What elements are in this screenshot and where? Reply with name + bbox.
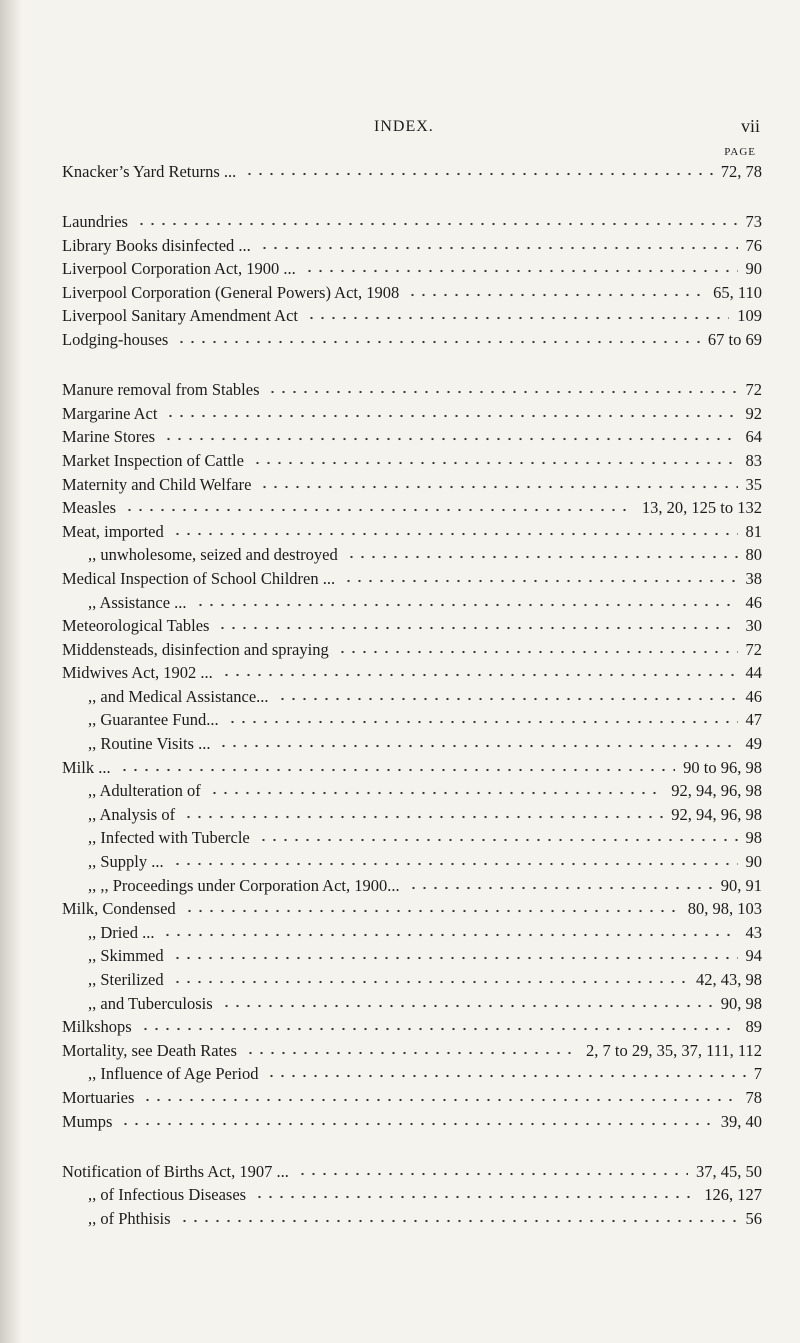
- entry-label: ,, Supply ...: [88, 852, 164, 872]
- entry-label: Meat, imported: [62, 521, 164, 541]
- dot-leader: [306, 309, 729, 321]
- entry-label: ,, Skimmed: [88, 946, 164, 966]
- index-entry: [62, 259, 762, 283]
- dot-leader: [408, 879, 713, 891]
- entry-pages: 30: [745, 616, 762, 636]
- dot-leader: [254, 1188, 696, 1200]
- index-entry: [62, 710, 762, 734]
- index-entry: [62, 306, 762, 330]
- dot-leader: [136, 215, 738, 227]
- entry-pages: 90: [745, 852, 762, 872]
- dot-leader: [259, 478, 737, 490]
- dot-leader: [120, 1115, 712, 1127]
- entry-label: Milk, Condensed: [62, 899, 176, 919]
- index-group: [62, 1162, 762, 1233]
- entry-label: Milk ...: [62, 757, 111, 777]
- page-header: [62, 118, 762, 142]
- page-title: INDEX.: [374, 118, 434, 135]
- index-entry: [62, 522, 762, 546]
- dot-leader: [221, 666, 738, 678]
- entry-label: ,, Routine Visits ...: [88, 734, 211, 754]
- dot-leader: [218, 737, 737, 749]
- index-entry: [62, 1017, 762, 1041]
- dot-leader: [172, 525, 738, 537]
- entry-label: ,, of Infectious Diseases: [88, 1185, 247, 1205]
- dot-leader: [195, 596, 738, 608]
- entry-label: Milkshops: [62, 1017, 132, 1037]
- index-entry: [62, 545, 762, 569]
- entry-label: ,, Guarantee Fund...: [88, 710, 219, 730]
- index-entry: [62, 380, 762, 404]
- entry-label: ,, Dried ...: [88, 922, 155, 942]
- dot-leader: [227, 713, 738, 725]
- entry-pages: 72: [745, 639, 762, 659]
- entry-label: Mortuaries: [62, 1087, 135, 1107]
- entry-label: Manure removal from Stables: [62, 380, 260, 400]
- entry-pages: 73: [745, 212, 762, 232]
- entry-label: Medical Inspection of School Children ...: [62, 568, 336, 588]
- index-entry: [62, 330, 762, 354]
- dot-leader: [346, 548, 738, 560]
- entry-pages: 2, 7 to 29, 35, 37, 111, 112: [586, 1040, 762, 1060]
- dot-leader: [124, 501, 634, 513]
- entry-label: ,, Sterilized: [88, 970, 164, 989]
- dot-leader: [337, 643, 738, 655]
- entry-pages: 56: [745, 1208, 762, 1228]
- dot-leader: [217, 619, 737, 631]
- index-entry: [62, 162, 762, 186]
- entry-label: Middensteads, disinfection and spraying: [62, 639, 329, 659]
- entry-label: ,, Influence of Age Period: [88, 1064, 259, 1084]
- entry-pages: 72, 78: [720, 162, 762, 181]
- entry-label: ,, and Tuberculosis: [88, 993, 213, 1013]
- dot-leader: [221, 997, 713, 1009]
- entry-pages: 13, 20, 125 to 132: [641, 498, 762, 518]
- entry-pages: 90, 91: [720, 875, 762, 895]
- entry-label: ,, Adulteration of: [88, 781, 201, 801]
- entry-pages: 38: [745, 568, 762, 588]
- index-entry: [62, 498, 762, 522]
- index-entry: [62, 994, 762, 1018]
- index-entry: [62, 451, 762, 475]
- entry-pages: 83: [745, 450, 762, 470]
- dot-leader: [209, 784, 664, 796]
- entry-pages: 46: [745, 686, 762, 706]
- index-entry: [62, 1209, 762, 1233]
- index-entry: [62, 1112, 762, 1136]
- index-entry: [62, 236, 762, 260]
- entry-label: Maternity and Child Welfare: [62, 474, 252, 494]
- entry-label: Lodging-houses: [62, 330, 169, 350]
- index-entry: [62, 212, 762, 236]
- entry-label: Library Books disinfected ...: [62, 235, 251, 255]
- dot-leader: [252, 454, 738, 466]
- dot-leader: [244, 165, 712, 177]
- dot-leader: [304, 262, 738, 274]
- entry-label: Notification of Births Act, 1907 ...: [62, 1161, 289, 1181]
- entry-pages: 90: [745, 259, 762, 279]
- dot-leader: [297, 1165, 688, 1177]
- dot-leader: [176, 333, 700, 345]
- entry-label: ,, Analysis of: [88, 804, 176, 824]
- dot-leader: [172, 973, 688, 985]
- entry-pages: 81: [745, 521, 762, 541]
- entry-pages: 92, 94, 96, 98: [671, 781, 762, 801]
- index-entry: [62, 475, 762, 499]
- entry-label: Knacker’s Yard Returns ...: [62, 162, 237, 181]
- page-number: vii: [740, 116, 760, 136]
- index-entry: [62, 758, 762, 782]
- dot-leader: [184, 902, 680, 914]
- index-entry: [62, 970, 762, 994]
- entry-label: ,, and Medical Assistance...: [88, 686, 269, 706]
- index-entry: [62, 828, 762, 852]
- index-entry: [62, 616, 762, 640]
- entry-pages: 35: [745, 474, 762, 494]
- index-entry: [62, 1041, 762, 1065]
- index-entry: [62, 404, 762, 428]
- entry-label: Mortality, see Death Rates: [62, 1040, 237, 1060]
- dot-leader: [266, 1067, 745, 1079]
- entry-pages: 44: [745, 663, 762, 683]
- dot-leader: [142, 1091, 737, 1103]
- entry-pages: 46: [745, 592, 762, 612]
- dot-leader: [165, 407, 737, 419]
- dot-leader: [172, 855, 738, 867]
- dot-leader: [163, 430, 737, 442]
- index-entry: [62, 1162, 762, 1186]
- entry-pages: 92, 94, 96, 98: [671, 804, 762, 824]
- entry-pages: 49: [745, 734, 762, 754]
- dot-leader: [267, 383, 737, 395]
- index-group: [62, 380, 762, 1135]
- entry-label: Midwives Act, 1902 ...: [62, 663, 213, 683]
- dot-leader: [259, 239, 738, 251]
- index-entry: [62, 283, 762, 307]
- dot-leader: [245, 1044, 578, 1056]
- entry-pages: 78: [745, 1087, 762, 1107]
- entry-pages: 42, 43, 98: [696, 970, 762, 989]
- entry-pages: 90, 98: [720, 993, 762, 1013]
- index-entry: [62, 946, 762, 970]
- index-entry: [62, 427, 762, 451]
- entry-pages: 80: [745, 545, 762, 565]
- entry-label: Margarine Act: [62, 403, 158, 423]
- index-entry: [62, 640, 762, 664]
- entry-pages: 64: [745, 427, 762, 447]
- entry-pages: 65, 110: [713, 282, 762, 302]
- entry-pages: 67 to 69: [707, 330, 762, 350]
- entry-pages: 80, 98, 103: [687, 899, 762, 919]
- index-entry: [62, 852, 762, 876]
- entry-pages: 109: [737, 306, 762, 326]
- index-entry: [62, 876, 762, 900]
- entry-pages: 90 to 96, 98: [683, 757, 762, 777]
- index-entry: [62, 569, 762, 593]
- entry-pages: 47: [745, 710, 762, 730]
- entry-pages: 89: [745, 1017, 762, 1037]
- index-entry: [62, 734, 762, 758]
- index-entry: [62, 899, 762, 923]
- entry-label: Liverpool Corporation Act, 1900 ...: [62, 259, 296, 279]
- index-body: [62, 162, 762, 1232]
- index-entry: [62, 1185, 762, 1209]
- entry-pages: 7: [753, 1064, 762, 1084]
- page-column-label: PAGE: [724, 146, 756, 158]
- dot-leader: [277, 690, 738, 702]
- entry-label: ,, Assistance ...: [88, 592, 187, 612]
- dot-leader: [343, 572, 737, 584]
- entry-pages: 43: [745, 922, 762, 942]
- entry-label: Laundries: [62, 212, 128, 232]
- dot-leader: [258, 831, 738, 843]
- entry-label: ,, unwholesome, seized and destroyed: [88, 545, 338, 565]
- entry-pages: 37, 45, 50: [696, 1161, 762, 1181]
- dot-leader: [119, 761, 676, 773]
- entry-label: Market Inspection of Cattle: [62, 450, 244, 470]
- entry-label: Liverpool Corporation (General Powers) Act, 1908: [62, 282, 400, 302]
- entry-pages: 98: [745, 828, 762, 848]
- index-entry: [62, 781, 762, 805]
- entry-label: Mumps: [62, 1111, 113, 1131]
- dot-leader: [179, 1212, 738, 1224]
- entry-pages: 94: [745, 946, 762, 966]
- entry-label: Measles: [62, 498, 117, 518]
- index-group: [62, 162, 762, 186]
- entry-pages: 39, 40: [720, 1111, 762, 1131]
- index-entry: [62, 923, 762, 947]
- entry-label: Liverpool Sanitary Amendment Act: [62, 306, 298, 326]
- entry-label: Marine Stores: [62, 427, 156, 447]
- entry-label: ,, ,, Proceedings under Corporation Act, 1900...: [88, 875, 400, 895]
- index-entry: [62, 805, 762, 829]
- entry-label: ,, of Phthisis: [88, 1208, 171, 1228]
- index-entry: [62, 663, 762, 687]
- entry-pages: 92: [745, 403, 762, 423]
- entry-label: Meteorological Tables: [62, 616, 210, 636]
- dot-leader: [140, 1020, 738, 1032]
- dot-leader: [183, 808, 663, 820]
- index-entry: [62, 1064, 762, 1088]
- index-entry: [62, 1088, 762, 1112]
- dot-leader: [407, 286, 705, 298]
- index-entry: [62, 687, 762, 711]
- dot-leader: [172, 949, 738, 961]
- index-entry: [62, 593, 762, 617]
- entry-pages: 76: [745, 235, 762, 255]
- entry-label: ,, Infected with Tubercle: [88, 828, 250, 848]
- index-group: [62, 212, 762, 354]
- dot-leader: [162, 926, 737, 938]
- page-binding-edge: [0, 0, 22, 1343]
- entry-pages: 72: [745, 380, 762, 400]
- index-page: [62, 118, 762, 1232]
- entry-pages: 126, 127: [704, 1185, 762, 1205]
